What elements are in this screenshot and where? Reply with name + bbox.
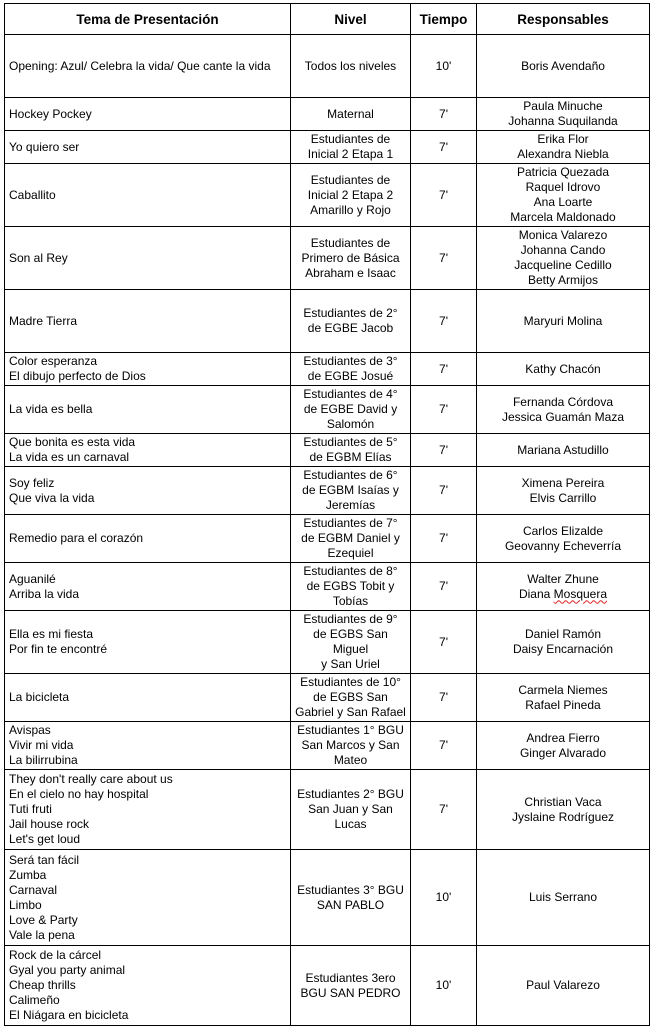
tema-line: Vivir mi vida — [9, 738, 74, 752]
cell-responsables — [477, 131, 650, 164]
nivel-line: Abraham e Isaac — [305, 265, 396, 280]
nivel-line: Ezequiel — [327, 546, 374, 560]
table-row — [5, 131, 650, 164]
cell-responsables — [477, 386, 650, 434]
tema-line: Soy feliz — [9, 475, 55, 490]
nivel-line: Estudiantes de 5° — [303, 435, 398, 449]
nivel-line: de EGBM Elías — [309, 450, 392, 464]
tema-line: Tuti fruti — [9, 802, 52, 816]
tema-line: Rock de la cárcel — [9, 948, 102, 962]
cell-responsables — [477, 35, 650, 98]
cell-tiempo: 7' — [411, 227, 477, 290]
cell-tema — [5, 131, 291, 164]
cell-nivel — [291, 290, 411, 353]
cell-tema — [5, 434, 291, 467]
cell-tiempo: 10' — [411, 946, 477, 1026]
cell-nivel — [291, 35, 411, 98]
nivel-line: Maternal — [327, 106, 374, 121]
cell-nivel — [291, 611, 411, 674]
cell-responsables — [477, 850, 650, 946]
responsable-line: Luis Serrano — [528, 890, 598, 904]
nivel-line: Estudiantes de 8° — [303, 564, 398, 578]
cell-responsables — [477, 434, 650, 467]
cell-nivel — [291, 515, 411, 563]
cell-nivel — [291, 850, 411, 946]
cell-tema — [5, 467, 291, 515]
nivel-line: Inicial 2 Etapa 1 — [307, 147, 394, 161]
tema-line: Arriba la vida — [9, 586, 80, 601]
tema-line: Vale la pena — [9, 927, 75, 942]
table-row — [5, 611, 650, 674]
cell-nivel — [291, 434, 411, 467]
responsable-line: Patricia Quezada — [516, 165, 610, 179]
cell-tiempo: 7' — [411, 386, 477, 434]
tema-line: Color esperanza — [9, 354, 98, 368]
tema-line: Carnaval — [9, 882, 58, 897]
nivel-line: de EGBS San Miguel — [313, 627, 388, 656]
tema-line: Yo quiero ser — [9, 139, 80, 154]
cell-nivel — [291, 770, 411, 850]
nivel-line: Estudiantes de 7° — [303, 516, 398, 530]
cell-responsables — [477, 611, 650, 674]
tema-line: Limbo — [9, 897, 42, 912]
cell-responsables — [477, 946, 650, 1026]
nivel-line: Mateo — [333, 753, 368, 767]
nivel-line: Lucas — [334, 817, 367, 831]
cell-responsables — [477, 353, 650, 386]
cell-tiempo: 7' — [411, 164, 477, 227]
header-responsables: Responsables — [477, 4, 650, 35]
nivel-line: de EGBM Daniel y — [301, 531, 400, 545]
table-row — [5, 515, 650, 563]
cell-responsables — [477, 515, 650, 563]
nivel-line: Estudiantes de 10° — [300, 675, 401, 689]
cell-nivel — [291, 98, 411, 131]
nivel-line: y San Uriel — [321, 657, 380, 671]
tema-line: Jail house rock — [9, 817, 90, 831]
table-row — [5, 467, 650, 515]
responsable-line: Walter Zhune — [527, 571, 599, 586]
cell-tiempo: 7' — [411, 131, 477, 164]
cell-tiempo: 7' — [411, 98, 477, 131]
responsable-line: Maryuri Molina — [523, 313, 603, 328]
responsable-line: Ximena Pereira — [521, 475, 605, 490]
table-row — [5, 227, 650, 290]
tema-line: El Niágara en bicicleta — [9, 1008, 129, 1022]
tema-line: Love & Party — [9, 912, 78, 927]
tema-line: Aguanilé — [9, 571, 56, 586]
responsable-line: Johanna Suquilanda — [508, 114, 618, 128]
nivel-line: Gabriel y San Rafael — [295, 705, 406, 719]
tema-line: Remedio para el corazón — [9, 531, 144, 545]
responsable-line: Paula Minuche — [523, 99, 603, 113]
cell-tema — [5, 563, 291, 611]
cell-tema — [5, 98, 291, 131]
cell-tema — [5, 164, 291, 227]
cell-tiempo: 10' — [411, 850, 477, 946]
tema-line: Cheap thrills — [9, 978, 76, 992]
cell-responsables — [477, 674, 650, 722]
nivel-line: SAN PABLO — [316, 897, 385, 912]
cell-tiempo: 7' — [411, 515, 477, 563]
responsable-line: Boris Avendaño — [521, 58, 605, 73]
tema-line: Madre Tierra — [9, 313, 78, 328]
nivel-line: de EGBE Jacob — [307, 321, 394, 335]
cell-tema — [5, 353, 291, 386]
tema-line: Caballito — [9, 187, 56, 202]
table-row — [5, 98, 650, 131]
responsable-line: Carlos Elizalde — [522, 523, 604, 538]
cell-tema — [5, 35, 291, 98]
responsable-line: Geovanny Echeverría — [504, 538, 622, 553]
tema-line: En el cielo no hay hospital — [9, 787, 149, 801]
cell-tiempo: 7' — [411, 674, 477, 722]
responsable-line: Daisy Encarnación — [512, 642, 614, 656]
nivel-line: Amarillo y Rojo — [310, 202, 391, 217]
table-row — [5, 35, 650, 98]
responsable-line: Christian Vaca — [524, 794, 602, 809]
cell-nivel — [291, 946, 411, 1026]
responsable-line: Alexandra Niebla — [517, 147, 609, 161]
nivel-line: Estudiantes 3ero — [305, 970, 396, 985]
responsable-line: Mariana Astudillo — [517, 442, 609, 457]
header-row — [5, 4, 650, 35]
table-row — [5, 386, 650, 434]
responsable-line: Johanna Cando — [520, 243, 606, 257]
cell-tiempo: 7' — [411, 290, 477, 353]
tema-line: Calimeño — [9, 993, 60, 1007]
spellcheck-underline: Mosquera — [553, 586, 608, 601]
responsable-line: Paul Valarezo — [526, 978, 600, 992]
cell-responsables — [477, 98, 650, 131]
responsable-line: Rafael Pineda — [525, 697, 601, 712]
tema-line: Son al Rey — [9, 250, 68, 265]
table-row — [5, 674, 650, 722]
table-row — [5, 770, 650, 850]
cell-responsables — [477, 227, 650, 290]
tema-line: Hockey Pockey — [9, 106, 92, 121]
cell-nivel — [291, 674, 411, 722]
cell-tiempo: 7' — [411, 770, 477, 850]
cell-tiempo: 7' — [411, 563, 477, 611]
nivel-line: Estudiantes de 4° — [303, 387, 398, 401]
cell-tiempo: 7' — [411, 722, 477, 770]
nivel-line: Estudiantes 2° BGU — [297, 787, 404, 801]
responsable-line: Andrea Fierro — [526, 730, 600, 745]
nivel-line: BGU SAN PEDRO — [300, 985, 401, 1000]
cell-responsables — [477, 164, 650, 227]
cell-responsables — [477, 722, 650, 770]
header-nivel: Nivel — [291, 4, 411, 35]
cell-tema — [5, 674, 291, 722]
responsable-line: Jacqueline Cedillo — [514, 258, 612, 272]
cell-nivel — [291, 467, 411, 515]
responsable-line: Jessica Guamán Maza — [501, 409, 625, 424]
cell-nivel — [291, 227, 411, 290]
tema-line: Avispas — [9, 723, 51, 737]
responsable-line: Jyslaine Rodríguez — [511, 809, 615, 824]
cell-tema — [5, 515, 291, 563]
tema-line: Que bonita es esta vida — [9, 435, 136, 449]
nivel-line: Estudiantes 1° BGU — [297, 723, 404, 737]
cell-tema — [5, 722, 291, 770]
responsable-line: Marcela Maldonado — [510, 210, 616, 224]
responsable-line: Carmela Niemes — [518, 682, 608, 697]
nivel-line: Estudiantes 3° BGU — [297, 882, 404, 897]
nivel-line: de EGBE David y — [303, 402, 398, 416]
responsable-line: Monica Valarezo — [518, 228, 608, 242]
tema-line: Será tan fácil — [9, 852, 80, 867]
cell-responsables — [477, 563, 650, 611]
cell-nivel — [291, 164, 411, 227]
nivel-line: Primero de Básica — [301, 250, 400, 265]
nivel-line: Todos los niveles — [304, 58, 397, 73]
table-row — [5, 722, 650, 770]
table-row — [5, 563, 650, 611]
tema-line: La vida es bella — [9, 402, 93, 416]
tema-line: Let's get loud — [9, 832, 81, 846]
nivel-line: de EGBS Tobit y — [306, 579, 395, 593]
table-row — [5, 434, 650, 467]
header-tiempo: Tiempo — [411, 4, 477, 35]
cell-tiempo: 7' — [411, 434, 477, 467]
nivel-line: Tobías — [332, 594, 369, 608]
responsable-line: Erika Flor — [537, 132, 589, 146]
table-row — [5, 850, 650, 946]
table-row — [5, 290, 650, 353]
tema-line: La bilirrubina — [9, 753, 78, 767]
nivel-line: San Juan y San — [308, 802, 393, 816]
nivel-line: Estudiantes de — [310, 235, 391, 250]
nivel-line: Salomón — [326, 417, 375, 431]
nivel-line: San Marcos y San — [301, 738, 400, 752]
nivel-line: Estudiantes de 2° — [303, 306, 398, 320]
schedule-table — [4, 3, 650, 1026]
nivel-line: Estudiantes de — [310, 172, 391, 187]
responsable-line: Ana Loarte — [533, 195, 593, 209]
tema-line: Opening: Azul/ Celebra la vida/ Que cante la vida — [9, 58, 271, 73]
table-row — [5, 946, 650, 1026]
tema-line: Ella es mi fiesta — [9, 627, 94, 641]
responsable-line: Betty Armijos — [527, 273, 599, 287]
table-row — [5, 164, 650, 227]
cell-tema — [5, 946, 291, 1026]
cell-nivel — [291, 563, 411, 611]
nivel-line: Inicial 2 Etapa 2 — [307, 187, 394, 202]
nivel-line: de EGBM Isaías y — [302, 483, 399, 497]
nivel-line: Estudiantes de — [310, 132, 391, 146]
nivel-line: Estudiantes de 9° — [303, 612, 398, 626]
tema-line: Que viva la vida — [9, 490, 95, 505]
tema-line: Zumba — [9, 867, 47, 882]
cell-nivel — [291, 722, 411, 770]
nivel-line: Jeremías — [325, 498, 376, 512]
cell-nivel — [291, 386, 411, 434]
nivel-line: de EGBS San — [313, 690, 388, 704]
tema-line: La bicicleta — [9, 690, 70, 704]
tema-line: Gyal you party animal — [9, 963, 126, 977]
responsable-line: Fernanda Córdova — [512, 394, 614, 409]
tema-line: They don't really care about us — [9, 772, 173, 786]
cell-responsables — [477, 770, 650, 850]
responsable-line: Kathy Chacón — [525, 361, 601, 376]
responsable-line: Daniel Ramón — [524, 627, 602, 641]
cell-tema — [5, 770, 291, 850]
responsable-line: Ginger Alvarado — [519, 745, 607, 760]
nivel-line: Estudiantes de 6° — [303, 468, 398, 482]
tema-line: La vida es un carnaval — [9, 450, 130, 464]
cell-nivel — [291, 353, 411, 386]
cell-tema — [5, 227, 291, 290]
responsable-line: Raquel Idrovo — [525, 180, 601, 194]
cell-responsables — [477, 467, 650, 515]
cell-tema — [5, 386, 291, 434]
nivel-line: de EGBE Josué — [307, 369, 394, 383]
cell-responsables — [477, 290, 650, 353]
cell-tiempo: 10' — [411, 35, 477, 98]
cell-nivel — [291, 131, 411, 164]
cell-tiempo: 7' — [411, 611, 477, 674]
tema-line: Por fin te encontré — [9, 642, 108, 656]
responsable-line: Diana Mosquera — [518, 586, 608, 601]
cell-tema — [5, 290, 291, 353]
header-tema: Tema de Presentación — [5, 4, 291, 35]
responsable-line: Elvis Carrillo — [529, 490, 597, 505]
tema-line: El dibujo perfecto de Dios — [9, 369, 146, 383]
cell-tiempo: 7' — [411, 467, 477, 515]
cell-tema — [5, 611, 291, 674]
cell-tiempo: 7' — [411, 353, 477, 386]
cell-tema — [5, 850, 291, 946]
table-row — [5, 353, 650, 386]
nivel-line: Estudiantes de 3° — [303, 354, 398, 368]
